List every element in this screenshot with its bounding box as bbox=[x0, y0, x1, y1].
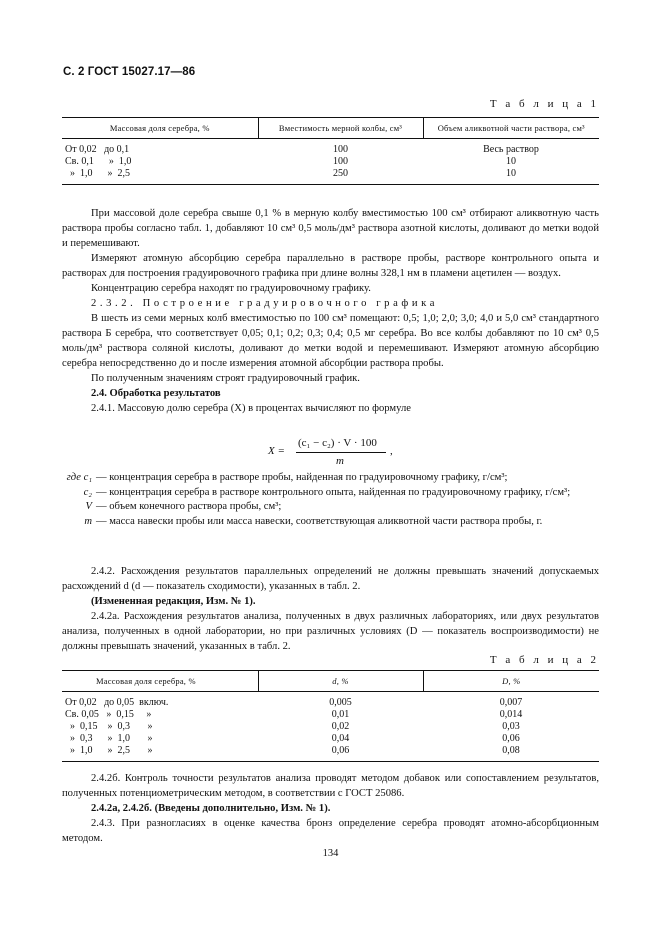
formula-numerator: (c₁ − c₂) · V · 100 bbox=[298, 437, 377, 449]
formula-tail: , bbox=[390, 445, 393, 457]
formula bbox=[268, 437, 408, 471]
table-cell: 0,04 bbox=[331, 733, 350, 744]
formula-denominator: m bbox=[336, 455, 344, 467]
table-cell: 100 bbox=[333, 144, 348, 155]
table-cell: 0,03 bbox=[502, 721, 520, 732]
table-cell: От 0,02 до 0,05 включ. bbox=[65, 697, 169, 708]
table-cell: 0,01 bbox=[331, 709, 350, 720]
body-section-1 bbox=[62, 206, 599, 416]
table-cell: 0,005 bbox=[329, 697, 352, 708]
table2-caption: Т а б л и ц а 2 bbox=[489, 654, 599, 666]
formula-legend bbox=[62, 471, 599, 529]
legend-row bbox=[62, 486, 599, 501]
table-cell: 0,06 bbox=[502, 733, 520, 744]
table1-header: Массовая доля серебра, % bbox=[62, 118, 258, 139]
table1-header: Вместимость мерной колбы, см³ bbox=[258, 118, 423, 139]
legend-text: — масса навески пробы или масса навески, соответствующая аликвотной части раствора пробы, г. bbox=[96, 515, 543, 527]
table-cell: » 0,15 » 0,3 » bbox=[65, 721, 153, 732]
table2-header: Массовая доля серебра, % bbox=[62, 671, 258, 692]
table-cell: Св. 0,1 » 1,0 bbox=[65, 156, 132, 167]
section-heading: 2.3.2. Построение градуировочного графика bbox=[91, 298, 439, 309]
body-section-3 bbox=[62, 771, 599, 846]
paragraph: 2.4.2а. Расхождения результатов анализа, полученных в двух различных лабораториях, или двух результатов анализа, полученных в одной лаборатории, но при различных условиях (D — показатель воспроизводимости) не должны превышать значений, указанных в табл. 2. bbox=[62, 611, 599, 652]
table-row bbox=[62, 745, 599, 762]
legend-symbol: V bbox=[85, 501, 92, 512]
formula-lhs: X = bbox=[268, 445, 285, 457]
legend-row bbox=[62, 471, 599, 486]
table-cell: 0,06 bbox=[258, 745, 423, 762]
table1-caption: Т а б л и ц а 1 bbox=[489, 98, 599, 110]
legend-text: — концентрация серебра в растворе контрольного опыта, найденная по градуировочному графику, г/см³; bbox=[96, 486, 571, 498]
table-row bbox=[62, 692, 599, 710]
table-cell: 10 bbox=[423, 168, 599, 185]
amendment-note: (Измененная редакция, Изм. № 1). bbox=[91, 596, 256, 607]
table2 bbox=[62, 670, 599, 762]
table2-header: d, % bbox=[258, 671, 423, 692]
table1-header: Объем аликвотной части раствора, см³ bbox=[423, 118, 599, 139]
table2-header: D, % bbox=[423, 671, 599, 692]
paragraph: По полученным значениям строят градуировочный график. bbox=[91, 373, 360, 384]
legend-symbol: m bbox=[84, 515, 92, 527]
legend-symbol: c₂ bbox=[83, 486, 92, 498]
amendment-note: 2.4.2а, 2.4.2б. (Введены дополнительно, Изм. № 1). bbox=[91, 803, 331, 814]
paragraph: 2.4.2. Расхождения результатов параллельных определений не должны превышать значений допускаемых расхождений d (d — показатель сходимости), указанных в табл. 2. bbox=[62, 566, 599, 592]
fraction-bar bbox=[296, 452, 386, 453]
table-cell: » 0,3 » 1,0 » bbox=[65, 733, 153, 744]
paragraph: 2.4.1. Массовую долю серебра (X) в процентах вычисляют по формуле bbox=[91, 403, 411, 414]
paragraph: Измеряют атомную абсорбцию серебра параллельно в растворе пробы, растворе контрольного опыта и растворах для построения градуировочного графика при длине волны 328,1 нм в пламени ацетилен — воздух. bbox=[62, 253, 599, 279]
paragraph: В шесть из семи мерных колб вместимостью по 100 см³ помещают: 0,5; 1,0; 2,0; 3,0; 4,0 и 5,0 см³ стандартного раствора Б серебра, что соответствует 0,05; 0,1; 0,2; 0,3; 0,4; 0,5 мг серебра. Во все колбы добавляют по 10 см³ 0,5 моль/дм³ раствора соляной кислоты, доливают до метки водой и перемешивают. Измеряют атомную абсорбцию серебра непосредственно до и после измерения атомной абсорбции раствора пробы. bbox=[62, 313, 599, 369]
table-row bbox=[62, 733, 599, 745]
paragraph: 2.4.3. При разногласиях в оценке качества бронз определение серебра проводят атомно-абсорбционным методом. bbox=[62, 818, 599, 844]
table-cell: Весь раствор bbox=[483, 144, 539, 155]
section-heading: 2.4. Обработка результатов bbox=[91, 388, 221, 399]
table-row bbox=[62, 721, 599, 733]
page-header: С. 2 ГОСТ 15027.17—86 bbox=[63, 66, 196, 78]
table-cell: 0,007 bbox=[499, 697, 523, 708]
table-cell: От 0,02 до 0,1 bbox=[65, 144, 130, 155]
legend-symbol: где c₁ bbox=[66, 472, 92, 483]
table-cell: 0,014 bbox=[499, 709, 523, 720]
table-row bbox=[62, 168, 599, 185]
legend-row bbox=[62, 500, 599, 515]
table1 bbox=[62, 117, 599, 185]
table-cell: 250 bbox=[258, 168, 423, 185]
paragraph: 2.4.2б. Контроль точности результатов анализа проводят методом добавок или сопоставлением результатов, полученных потенциометрическим методом, в соответствии с ГОСТ 25086. bbox=[62, 773, 599, 799]
body-section-2 bbox=[62, 564, 599, 654]
table-cell: 100 bbox=[333, 156, 348, 167]
table-cell: Св. 0,05 » 0,15 » bbox=[65, 709, 152, 720]
paragraph: Концентрацию серебра находят по градуировочному графику. bbox=[91, 283, 371, 294]
table-row bbox=[62, 139, 599, 157]
table-cell: 0,08 bbox=[423, 745, 599, 762]
table-row bbox=[62, 156, 599, 168]
table-cell: » 1,0 » 2,5 bbox=[62, 168, 258, 185]
legend-text: — объем конечного раствора пробы, см³; bbox=[96, 501, 282, 512]
table-cell: 0,02 bbox=[331, 721, 350, 732]
table-cell: 10 bbox=[506, 156, 516, 167]
table-cell: » 1,0 » 2,5 » bbox=[62, 745, 258, 762]
legend-row bbox=[62, 515, 599, 530]
page-number: 134 bbox=[322, 848, 339, 859]
legend-text: — концентрация серебра в растворе пробы, найденная по градуировочному графику, г/см³; bbox=[96, 472, 508, 483]
paragraph: При массовой доле серебра свыше 0,1 % в мерную колбу вместимостью 100 см³ отбирают аликвотную часть раствора пробы согласно табл. 1, добавляют 10 см³ 0,5 моль/дм³ раствора азотной кислоты, доливают до метки водой и перемешивают. bbox=[62, 208, 599, 249]
table-row bbox=[62, 709, 599, 721]
